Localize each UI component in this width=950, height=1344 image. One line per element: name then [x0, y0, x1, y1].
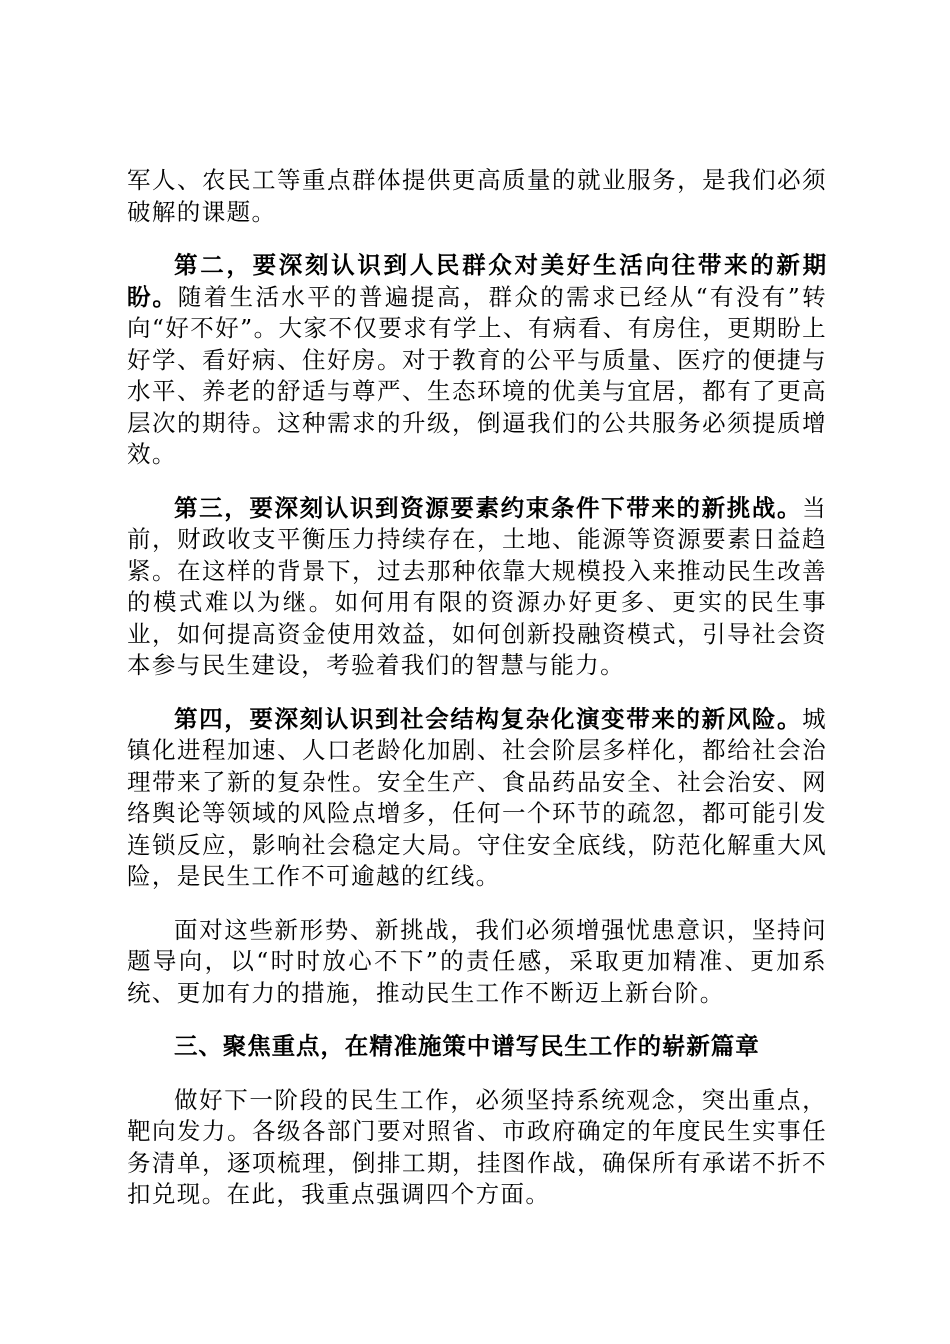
paragraph-lead: 第二，要深刻认识到人民群众对美好生活向往带来的新期盼。: [127, 251, 827, 311]
paragraph-point-four: [127, 704, 827, 893]
paragraph-text: 做好下一阶段的民生工作，必须坚持系统观念，突出重点，靶向发力。各级各部门要对照省、市政府确定的年度民生实事任务清单，逐项梳理，倒排工期，挂图作战，确保所有承诺不折不扣兑现。在此，我重点强调四个方面。: [127, 1085, 827, 1208]
paragraph-text: 当前，财政收支平衡压力持续存在，土地、能源等资源要素日益趋紧。在这样的背景下，过去那种依靠大规模投入来推动民生改善的模式难以为继。如何用有限的资源办好更多、更实的民生事业，如何提高资金使用效益，如何创新投融资模式，引导社会资本参与民生建设，考验着我们的智慧与能力。: [127, 493, 827, 679]
paragraph-text: 军人、农民工等重点群体提供更高质量的就业服务，是我们必须破解的课题。: [127, 166, 827, 226]
paragraph-text: 城镇化进程加速、人口老龄化加剧、社会阶层多样化，都给社会治理带来了新的复杂性。安全生产、食品药品安全、社会治安、网络舆论等领域的风险点增多，任何一个环节的疏忽，都可能引发连锁反应，影响社会稳定大局。守住安全底线，防范化解重大风险，是民生工作不可逾越的红线。: [127, 704, 827, 890]
paragraph-lead: 第三，要深刻认识到资源要素约束条件下带来的新挑战。: [174, 493, 803, 522]
paragraph-lead: 第四，要深刻认识到社会结构复杂化演变带来的新风险。: [174, 704, 803, 733]
section-heading: 三、聚焦重点，在精准施策中谱写民生工作的崭新篇章: [174, 1032, 760, 1060]
paragraph-continuation: [127, 165, 827, 228]
paragraph-point-three: [127, 493, 827, 682]
document-page: [127, 165, 827, 1233]
paragraph-text: 随着生活水平的普遍提高，群众的需求已经从“有没有”转向“好不好”。大家不仅要求有学上、有病看、有房住，更期盼上好学、看好病、住好房。对于教育的公平与质量、医疗的便捷与水平、养老的舒适与尊严、生态环境的优美与宜居，都有了更高层次的期待。这种需求的升级，倒逼我们的公共服务必须提质增效。: [127, 282, 827, 468]
paragraph-text: 面对这些新形势、新挑战，我们必须增强忧患意识，坚持问题导向，以“时时放心不下”的责任感，采取更加精准、更加系统、更加有力的措施，推动民生工作不断迈上新台阶。: [127, 915, 827, 1007]
paragraph-summary: [127, 915, 827, 1010]
paragraph-closing: [127, 1085, 827, 1211]
paragraph-point-two: [127, 250, 827, 471]
